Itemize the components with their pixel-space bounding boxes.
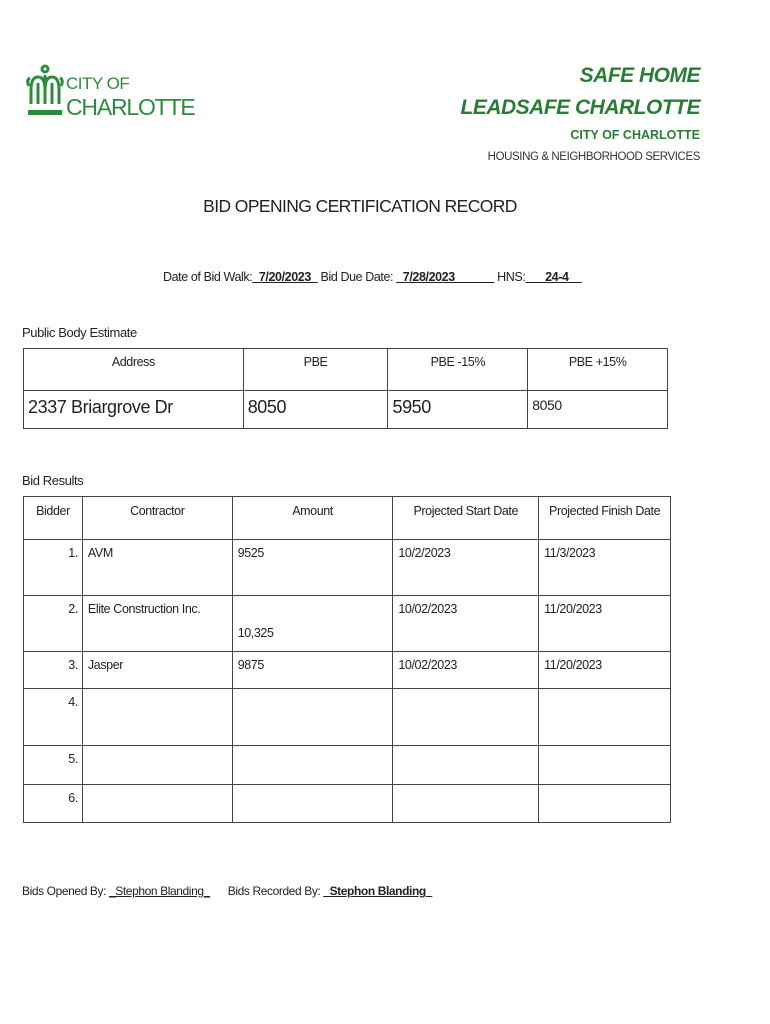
start-date-cell[interactable] <box>393 689 539 746</box>
amount-cell[interactable] <box>232 746 393 785</box>
start-date-cell[interactable] <box>393 746 539 785</box>
amount-cell[interactable] <box>232 689 393 746</box>
table-row <box>24 652 671 689</box>
pbe-header-row <box>24 349 668 391</box>
logo-city-of: CITY OF <box>66 74 130 93</box>
pbe-header-plus15: PBE +15% <box>528 349 668 391</box>
header-department: HOUSING & NEIGHBORHOOD SERVICES <box>487 151 700 163</box>
header-city-name: CITY OF CHARLOTTE <box>570 128 700 142</box>
pbe-address-cell[interactable]: 2337 Briargrove Dr <box>24 391 244 429</box>
pbe-header-minus15: PBE -15% <box>388 349 528 391</box>
bidder-number: 5. <box>24 746 83 785</box>
bid-results-label: Bid Results <box>22 473 84 488</box>
table-row <box>24 540 671 596</box>
bidder-number: 4. <box>24 689 83 746</box>
bidder-number: 1. <box>24 540 83 596</box>
bid-header-finish: Projected Finish Date <box>539 497 671 540</box>
pbe-value-cell[interactable]: 8050 <box>243 391 388 429</box>
amount-cell[interactable] <box>232 785 393 823</box>
crown-icon <box>26 64 64 120</box>
form-title: BID OPENING CERTIFICATION RECORD <box>203 196 517 216</box>
pbe-table <box>23 348 668 429</box>
bidder-number: 6. <box>24 785 83 823</box>
bid-header-amount: Amount <box>232 497 393 540</box>
pbe-section-label: Public Body Estimate <box>22 325 137 340</box>
opened-by-value[interactable]: _Stephon Blanding_ <box>109 884 210 898</box>
hns-value[interactable]: ___24-4__ <box>525 270 582 284</box>
pbe-header-address: Address <box>24 349 244 391</box>
logo-charlotte: CHARLOTTE <box>66 94 195 120</box>
bidder-number: 3. <box>24 652 83 689</box>
hns-label: HNS: <box>494 270 526 284</box>
finish-date-cell[interactable]: 11/20/2023 <box>539 596 671 652</box>
pbe-data-row <box>24 391 668 429</box>
start-date-cell[interactable]: 10/02/2023 <box>393 652 539 689</box>
amount-cell[interactable]: 9875 <box>232 652 393 689</box>
amount-cell[interactable]: 10,325 <box>232 596 393 652</box>
contractor-cell[interactable] <box>82 689 232 746</box>
bid-header-start: Projected Start Date <box>393 497 539 540</box>
bid-due-value[interactable]: _7/28/2023______ <box>396 270 495 284</box>
contractor-cell[interactable] <box>82 746 232 785</box>
contractor-cell[interactable]: Jasper <box>82 652 232 689</box>
bid-header-contractor: Contractor <box>82 497 232 540</box>
program-title: SAFE HOME <box>579 64 700 87</box>
amount-cell[interactable]: 9525 <box>232 540 393 596</box>
bid-results-table <box>23 496 671 823</box>
bid-due-label: Bid Due Date: <box>317 270 397 284</box>
contractor-cell[interactable] <box>82 785 232 823</box>
contractor-cell[interactable]: AVM <box>82 540 232 596</box>
bid-walk-label: Date of Bid Walk: <box>163 270 253 284</box>
bid-dates-line <box>163 270 582 284</box>
city-logo <box>26 64 195 124</box>
signature-line <box>22 884 432 898</box>
finish-date-cell[interactable] <box>539 785 671 823</box>
pbe-minus15-cell[interactable]: 5950 <box>388 391 528 429</box>
finish-date-cell[interactable] <box>539 746 671 785</box>
opened-by-label: Bids Opened By: <box>22 884 109 898</box>
recorded-by-label: Bids Recorded By: <box>227 884 324 898</box>
finish-date-cell[interactable] <box>539 689 671 746</box>
table-row <box>24 785 671 823</box>
table-row <box>24 746 671 785</box>
pbe-plus15-cell[interactable]: 8050 <box>528 391 668 429</box>
start-date-cell[interactable]: 10/2/2023 <box>393 540 539 596</box>
program-subtitle: LEADSAFE CHARLOTTE <box>460 96 700 119</box>
bid-walk-value[interactable]: _7/20/2023_ <box>252 270 318 284</box>
pbe-header-pbe: PBE <box>243 349 388 391</box>
recorded-by-value[interactable]: _Stephon Blanding_ <box>323 884 433 898</box>
bidder-number: 2. <box>24 596 83 652</box>
start-date-cell[interactable]: 10/02/2023 <box>393 596 539 652</box>
table-row <box>24 689 671 746</box>
finish-date-cell[interactable]: 11/3/2023 <box>539 540 671 596</box>
table-row <box>24 596 671 652</box>
bid-header-bidder: Bidder <box>24 497 83 540</box>
start-date-cell[interactable] <box>393 785 539 823</box>
finish-date-cell[interactable]: 11/20/2023 <box>539 652 671 689</box>
contractor-cell[interactable]: Elite Construction Inc. <box>82 596 232 652</box>
bid-header-row <box>24 497 671 540</box>
